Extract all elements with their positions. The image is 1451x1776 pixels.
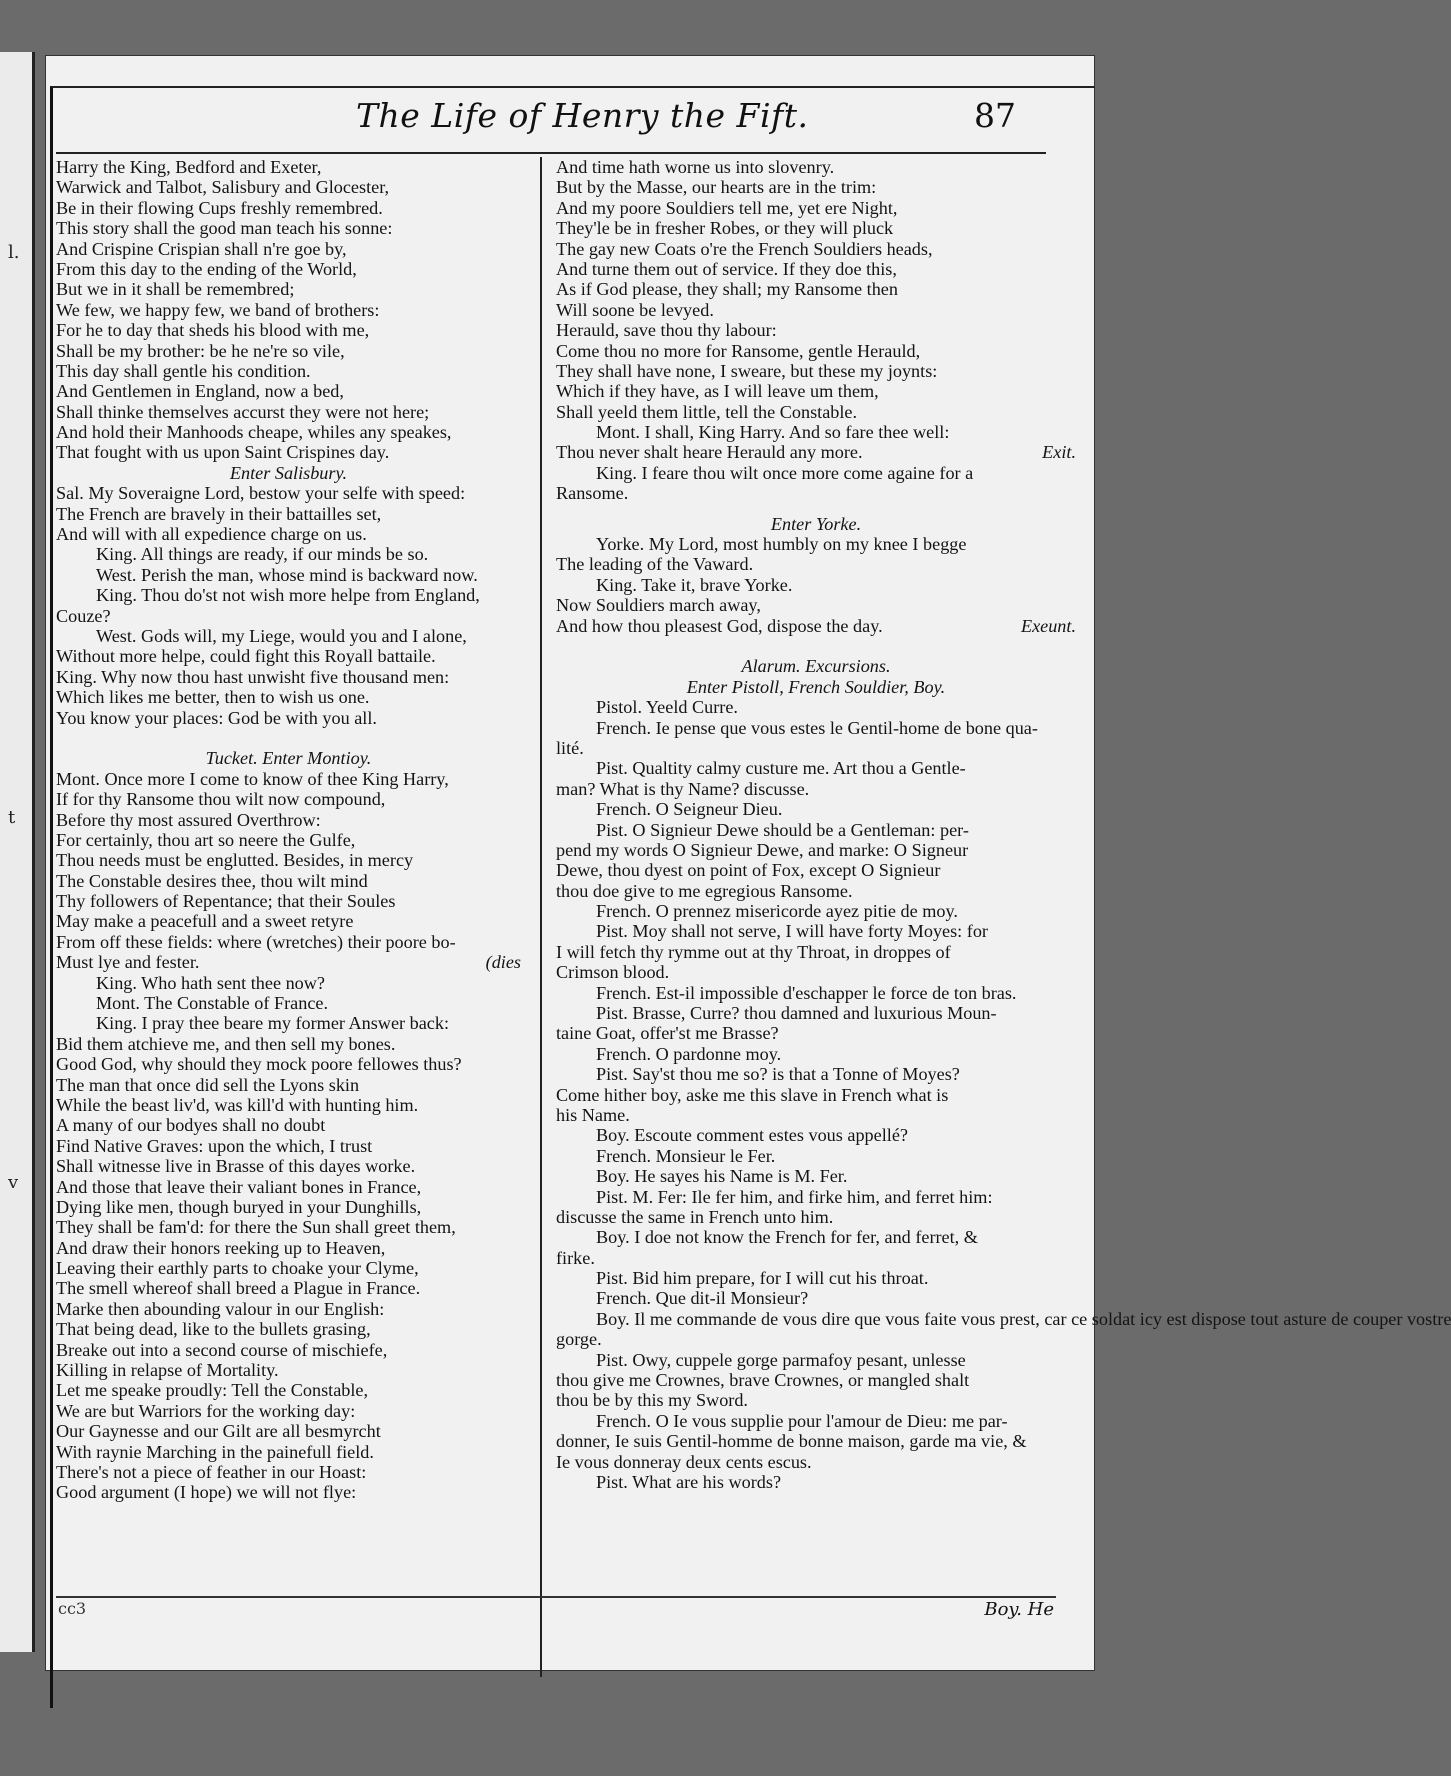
line-text: This story shall the good man teach his sonne:: [56, 218, 393, 239]
verse-line: [56, 1013, 521, 1033]
verse-line: [56, 891, 521, 911]
verse-line: [56, 1360, 521, 1380]
verse-line: [56, 1299, 521, 1319]
line-text: But by the Masse, our hearts are in the trim:: [556, 177, 877, 198]
line-text: Which likes me better, then to wish us one.: [56, 687, 370, 708]
verse-line: [556, 198, 1076, 218]
verse-line: [556, 1125, 1076, 1145]
line-text: They'le be in fresher Robes, or they will pluck: [556, 218, 894, 239]
verse-line: [556, 595, 1076, 615]
verse-line: [56, 1462, 521, 1482]
verse-line: [56, 1442, 521, 1462]
stage-direction: [556, 514, 1076, 534]
line-text: And Crispine Crispian shall n're goe by,: [56, 238, 347, 259]
line-gap: [556, 636, 1076, 656]
verse-line: [56, 1054, 521, 1074]
verse-line: [556, 616, 1076, 636]
turnover-text: (dies: [485, 952, 521, 973]
verse-line: [56, 1421, 521, 1441]
line-text: Without more helpe, could fight this Royall battaile.: [56, 646, 436, 667]
stage-direction: [56, 463, 521, 483]
verse-line: [556, 697, 1076, 717]
verse-line: [556, 361, 1076, 381]
verse-line: [556, 177, 1076, 197]
verse-line: [56, 565, 521, 585]
verse-line: [56, 687, 521, 707]
line-text: French. Ie pense que vous estes le Gentil-home de bone qua-: [596, 717, 1038, 738]
line-text: Marke then abounding valour in our English:: [56, 1298, 385, 1319]
line-text: discusse the same in French unto him.: [556, 1206, 834, 1227]
line-text: Be in their flowing Cups freshly remembred.: [56, 197, 383, 218]
verse-line: [56, 1136, 521, 1156]
footer-rule: [56, 1596, 1056, 1598]
line-text: Find Native Graves: upon the which, I trust: [56, 1135, 373, 1156]
line-text: King. Who hath sent thee now?: [96, 972, 325, 993]
line-text: Boy. Il me commande de vous dire que vous faite vous prest, car ce soldat icy est dispose tout asture de couper vostre: [596, 1308, 1451, 1329]
line-text: The man that once did sell the Lyons skin: [56, 1074, 360, 1095]
line-text: The leading of the Vaward.: [556, 554, 754, 575]
verse-line: [56, 952, 521, 972]
verse-line: [56, 1258, 521, 1278]
line-text: We few, we happy few, we band of brothers:: [56, 299, 380, 320]
line-text: Mont. I shall, King Harry. And so fare thee well:: [596, 422, 950, 443]
verse-line: [556, 1452, 1076, 1472]
line-text: That fought with us upon Saint Crispines day.: [56, 442, 390, 463]
stage-direction: [56, 748, 521, 768]
verse-line: [56, 1482, 521, 1502]
line-text: As if God please, they shall; my Ransome then: [556, 279, 898, 300]
verse-line: [56, 1095, 521, 1115]
verse-line: [56, 504, 521, 524]
line-text: Let me speake proudly: Tell the Constable,: [56, 1380, 369, 1401]
line-text: Before thy most assured Overthrow:: [56, 809, 321, 830]
verse-line: [556, 799, 1076, 819]
line-text: But we in it shall be remembred;: [56, 279, 295, 300]
verse-line: [56, 1319, 521, 1339]
line-text: I will fetch thy rymme out at thy Throat, in droppes of: [556, 941, 951, 962]
line-text: French. O pardonne moy.: [596, 1043, 782, 1064]
verse-line: [56, 932, 521, 952]
verse-line: [556, 157, 1076, 177]
line-text: Good God, why should they mock poore fellowes thus?: [56, 1054, 462, 1075]
verse-line: [556, 402, 1076, 422]
verse-line: [556, 442, 1076, 462]
verse-line: [556, 1187, 1076, 1207]
verse-line: [56, 1401, 521, 1421]
line-text: West. Perish the man, whose mind is backward now.: [96, 564, 478, 585]
line-text: French. Que dit-il Monsieur?: [596, 1288, 809, 1309]
line-text: King. Thou do'st not wish more helpe from England,: [96, 585, 480, 606]
verse-line: [56, 198, 521, 218]
line-text: And Gentlemen in England, now a bed,: [56, 381, 344, 402]
header-rule: [56, 152, 1046, 154]
verse-line: [556, 1411, 1076, 1431]
page-number: 87: [974, 96, 1016, 135]
line-text: With raynie Marching in the painefull field.: [56, 1441, 374, 1462]
verse-line: [56, 769, 521, 789]
right-text-column: [556, 157, 1451, 1492]
line-text: Pist. Brasse, Curre? thou damned and luxurious Moun-: [596, 1003, 997, 1024]
verse-line: [56, 177, 521, 197]
verse-line: [56, 810, 521, 830]
line-text: Come hither boy, aske me this slave in French what is: [556, 1084, 949, 1105]
verse-line: [56, 1177, 521, 1197]
line-text: King. Why now thou hast unwisht five thousand men:: [56, 666, 450, 687]
line-gap: [556, 504, 1076, 514]
verse-line: [556, 1431, 1076, 1451]
prev-page-mark: l.: [8, 242, 20, 263]
verse-line: [556, 1370, 1076, 1390]
verse-line: [556, 1105, 1076, 1125]
verse-line: [56, 1156, 521, 1176]
line-text: thou be by this my Sword.: [556, 1390, 748, 1411]
verse-line: [556, 300, 1076, 320]
line-text: You know your places: God be with you all.: [56, 707, 377, 728]
line-text: Ransome.: [556, 483, 629, 504]
line-text: Pist. Qualtity calmy custure me. Art thou a Gentle-: [596, 758, 966, 779]
verse-line: [56, 626, 521, 646]
verse-line: [56, 279, 521, 299]
verse-line: [556, 422, 1076, 442]
line-text: firke.: [556, 1247, 595, 1268]
line-text: Our Gaynesse and our Gilt are all besmyrcht: [56, 1421, 381, 1442]
verse-line: [556, 779, 1076, 799]
verse-line: [556, 483, 1076, 503]
line-text: King. Take it, brave Yorke.: [596, 574, 793, 595]
verse-line: [56, 871, 521, 891]
line-text: And turne them out of service. If they doe this,: [556, 258, 897, 279]
verse-line: [56, 606, 521, 626]
verse-line: [556, 901, 1076, 921]
line-gap: [56, 728, 521, 748]
verse-line: [556, 738, 1076, 758]
verse-line: [56, 1238, 521, 1258]
verse-line: [556, 921, 1076, 941]
signature-mark: cc3: [58, 1599, 87, 1618]
verse-line: [556, 1390, 1076, 1410]
verse-line: [556, 1003, 1076, 1023]
line-text: The French are bravely in their battailles set,: [56, 503, 382, 524]
verse-line: [56, 402, 521, 422]
verse-line: [56, 1197, 521, 1217]
line-text: Good argument (I hope) we will not flye:: [56, 1482, 357, 1503]
verse-line: [556, 1227, 1076, 1247]
verse-line: [56, 1340, 521, 1360]
verse-line: [56, 483, 521, 503]
line-text: This day shall gentle his condition.: [56, 360, 311, 381]
verse-line: [56, 789, 521, 809]
line-text: his Name.: [556, 1104, 630, 1125]
verse-line: [56, 442, 521, 462]
verse-line: [556, 1044, 1076, 1064]
line-text: Now Souldiers march away,: [556, 595, 761, 616]
line-text: Boy. He sayes his Name is M. Fer.: [596, 1166, 848, 1187]
verse-line: [556, 381, 1076, 401]
line-text: French. O Ie vous supplie pour l'amour de Dieu: me par-: [596, 1410, 1008, 1431]
left-text-column: [56, 157, 521, 1503]
verse-line: [556, 840, 1076, 860]
verse-line: [56, 911, 521, 931]
line-text: Shall be my brother: be he ne're so vile,: [56, 340, 345, 361]
line-text: From off these fields: where (wretches) their poore bo-: [56, 931, 456, 952]
verse-line: [56, 1380, 521, 1400]
line-text: They shall have none, I sweare, but these my joynts:: [556, 360, 938, 381]
line-text: King. I feare thou wilt once more come againe for a: [596, 462, 974, 483]
line-text: Ie vous donneray deux cents escus.: [556, 1451, 812, 1472]
verse-line: [556, 239, 1076, 259]
previous-page-edge: [0, 52, 35, 1652]
verse-line: [56, 259, 521, 279]
line-text: Pist. Bid him prepare, for I will cut his throat.: [596, 1268, 929, 1289]
line-text: French. Est-il impossible d'eschapper le force de ton bras.: [596, 982, 1017, 1003]
line-text: Thou needs must be englutted. Besides, in mercy: [56, 850, 414, 871]
verse-line: [556, 534, 1076, 554]
verse-line: [56, 239, 521, 259]
stage-direction: [556, 677, 1076, 697]
line-text: lité.: [556, 737, 584, 758]
line-text: Tucket. Enter Montioy.: [205, 748, 372, 769]
running-title: The Life of Henry the Fift.: [356, 96, 809, 135]
verse-line: [556, 1329, 1076, 1349]
line-text: We are but Warriors for the working day:: [56, 1400, 356, 1421]
verse-line: [56, 1217, 521, 1237]
line-text: They shall be fam'd: for there the Sun shall greet them,: [56, 1217, 456, 1238]
line-text: And time hath worne us into slovenry.: [556, 157, 835, 177]
verse-line: [56, 1278, 521, 1298]
line-text: Boy. Escoute comment estes vous appellé?: [596, 1125, 908, 1146]
line-text: Shall yeeld them little, tell the Constable.: [556, 401, 858, 422]
line-text: Warwick and Talbot, Salisbury and Glocester,: [56, 177, 390, 198]
verse-line: [556, 881, 1076, 901]
line-text: gorge.: [556, 1329, 602, 1350]
line-text: Bid them atchieve me, and then sell my bones.: [56, 1033, 396, 1054]
prev-page-mark: v: [8, 1172, 19, 1193]
verse-line: [556, 1472, 1076, 1492]
verse-line: [56, 830, 521, 850]
verse-line: [56, 341, 521, 361]
verse-line: [556, 942, 1076, 962]
line-text: The smell whereof shall breed a Plague in France.: [56, 1278, 421, 1299]
verse-line: [56, 667, 521, 687]
line-text: For certainly, thou art so neere the Gulfe,: [56, 829, 356, 850]
line-text: A many of our bodyes shall no doubt: [56, 1115, 326, 1136]
line-text: man? What is thy Name? discusse.: [556, 778, 810, 799]
folio-page: [46, 56, 1451, 1670]
line-text: From this day to the ending of the World,: [56, 258, 357, 279]
verse-line: [56, 708, 521, 728]
line-text: And those that leave their valiant bones in France,: [56, 1176, 422, 1197]
line-text: Boy. I doe not know the French for fer, and ferret, &: [596, 1227, 978, 1248]
line-text: thou doe give to me egregious Ransome.: [556, 880, 853, 901]
line-text: Breake out into a second course of mischiefe,: [56, 1339, 388, 1360]
verse-line: [556, 1248, 1076, 1268]
line-text: The gay new Coats o're the French Souldiers heads,: [556, 238, 933, 259]
verse-line: [556, 1350, 1076, 1370]
running-header: [46, 96, 1086, 146]
line-text: While the beast liv'd, was kill'd with hunting him.: [56, 1094, 419, 1115]
line-text: Enter Salisbury.: [229, 462, 348, 483]
verse-line: [56, 646, 521, 666]
line-text: Dewe, thou dyest on point of Fox, except O Signieur: [556, 860, 941, 881]
verse-line: [56, 1115, 521, 1135]
line-text: Pist. Moy shall not serve, I will have forty Moyes: for: [596, 921, 988, 942]
line-text: Pist. Owy, cuppele gorge parmafoy pesant, unlesse: [596, 1349, 966, 1370]
line-text: Enter Yorke.: [770, 513, 862, 534]
line-text: Mont. The Constable of France.: [96, 993, 329, 1014]
line-text: Which if they have, as I will leave um them,: [556, 381, 879, 402]
verse-line: [56, 218, 521, 238]
verse-line: [56, 544, 521, 564]
verse-line: [56, 850, 521, 870]
line-text: West. Gods will, my Liege, would you and I alone,: [96, 625, 467, 646]
line-text: thou give me Crownes, brave Crownes, or mangled shalt: [556, 1370, 970, 1391]
verse-line: [556, 860, 1076, 880]
line-text: King. All things are ready, if our minds be so.: [96, 544, 429, 565]
line-text: Harry the King, Bedford and Exeter,: [56, 157, 322, 177]
line-text: And draw their honors reeking up to Heaven,: [56, 1237, 386, 1258]
line-text: French. O Seigneur Dieu.: [596, 799, 783, 820]
line-text: Shall witnesse live in Brasse of this dayes worke.: [56, 1156, 416, 1177]
verse-line: [556, 1207, 1076, 1227]
verse-line: [556, 259, 1076, 279]
line-text: That being dead, like to the bullets grasing,: [56, 1319, 371, 1340]
verse-line: [56, 157, 521, 177]
line-text: Will soone be levyed.: [556, 299, 714, 320]
line-text: Thy followers of Repentance; that their Soules: [56, 891, 396, 912]
line-text: Pist. M. Fer: Ile fer him, and firke him, and ferret him:: [596, 1186, 993, 1207]
catchword: Boy. He: [984, 1599, 1054, 1620]
line-text: King. I pray thee beare my former Answer back:: [96, 1013, 450, 1034]
verse-line: [56, 422, 521, 442]
verse-line: [556, 962, 1076, 982]
verse-line: [556, 1268, 1076, 1288]
verse-line: [556, 218, 1076, 238]
line-text: Alarum. Excursions.: [741, 656, 891, 677]
prev-page-mark: t: [8, 807, 16, 828]
exit-direction: Exeunt.: [1020, 615, 1076, 636]
line-text: Come thou no more for Ransome, gentle Herauld,: [556, 340, 921, 361]
line-text: Killing in relapse of Mortality.: [56, 1360, 279, 1381]
line-text: May make a peacefull and a sweet retyre: [56, 911, 354, 932]
line-text: Sal. My Soveraigne Lord, bestow your selfe with speed:: [56, 483, 466, 504]
verse-line: [556, 1064, 1076, 1084]
verse-line: [556, 1085, 1076, 1105]
line-text: There's not a piece of feather in our Hoast:: [56, 1462, 367, 1482]
verse-line: [56, 300, 521, 320]
line-text: Pist. Say'st thou me so? is that a Tonne of Moyes?: [596, 1064, 960, 1085]
verse-line: [556, 1288, 1076, 1308]
line-text: Leaving their earthly parts to choake your Clyme,: [56, 1258, 419, 1279]
verse-line: [56, 381, 521, 401]
verse-line: [556, 575, 1076, 595]
line-text: taine Goat, offer'st me Brasse?: [556, 1023, 779, 1044]
verse-line: [556, 279, 1076, 299]
verse-line: [556, 1166, 1076, 1186]
line-text: Thou never shalt heare Herauld any more.: [556, 442, 863, 463]
verse-line: [556, 1146, 1076, 1166]
verse-line: [556, 718, 1076, 738]
line-text: French. Monsieur le Fer.: [596, 1145, 776, 1166]
verse-line: [56, 1034, 521, 1054]
verse-line: [56, 993, 521, 1013]
line-text: French. O prennez misericorde ayez pitie de moy.: [596, 901, 958, 922]
line-text: Shall thinke themselves accurst they were not here;: [56, 401, 430, 422]
line-text: pend my words O Signieur Dewe, and marke: O Signeur: [556, 839, 969, 860]
verse-line: [556, 1023, 1076, 1043]
line-text: Mont. Once more I come to know of thee King Harry,: [56, 768, 449, 789]
verse-line: [56, 973, 521, 993]
line-text: donner, Ie suis Gentil-homme de bonne maison, garde ma vie, &: [556, 1431, 1027, 1452]
verse-line: [56, 1075, 521, 1095]
verse-line: [56, 361, 521, 381]
line-text: And will with all expedience charge on us.: [56, 524, 367, 545]
line-text: And my poore Souldiers tell me, yet ere Night,: [556, 197, 898, 218]
stage-direction: [556, 656, 1076, 676]
verse-line: [556, 820, 1076, 840]
line-text: Herauld, save thou thy labour:: [556, 320, 777, 341]
line-text: Crimson blood.: [556, 962, 670, 983]
line-text: If for thy Ransome thou wilt now compound,: [56, 789, 386, 810]
line-text: Must lye and fester.: [56, 952, 200, 973]
line-text: Yorke. My Lord, most humbly on my knee I begge: [596, 534, 967, 555]
line-text: For he to day that sheds his blood with me,: [56, 320, 370, 341]
verse-line: [556, 758, 1076, 778]
verse-line: [556, 463, 1076, 483]
line-text: And how thou pleasest God, dispose the day.: [556, 615, 883, 636]
line-text: Dying like men, though buryed in your Dunghills,: [56, 1196, 422, 1217]
verse-line: [556, 554, 1076, 574]
verse-line: [556, 320, 1076, 340]
line-text: Pist. What are his words?: [596, 1472, 782, 1492]
line-text: Pist. O Signieur Dewe should be a Gentleman: per-: [596, 819, 969, 840]
verse-line: [556, 1308, 1451, 1329]
verse-line: [56, 320, 521, 340]
line-text: Enter Pistoll, French Souldier, Boy.: [686, 676, 946, 697]
line-text: Couze?: [56, 605, 111, 626]
column-divider: [540, 157, 542, 1677]
exit-direction: Exit.: [1042, 442, 1076, 463]
verse-line: [556, 983, 1076, 1003]
line-text: And hold their Manhoods cheape, whiles any speakes,: [56, 422, 452, 443]
line-text: Pistol. Yeeld Curre.: [596, 697, 738, 718]
verse-line: [56, 585, 521, 605]
verse-line: [56, 524, 521, 544]
line-text: The Constable desires thee, thou wilt mind: [56, 870, 368, 891]
verse-line: [556, 341, 1076, 361]
